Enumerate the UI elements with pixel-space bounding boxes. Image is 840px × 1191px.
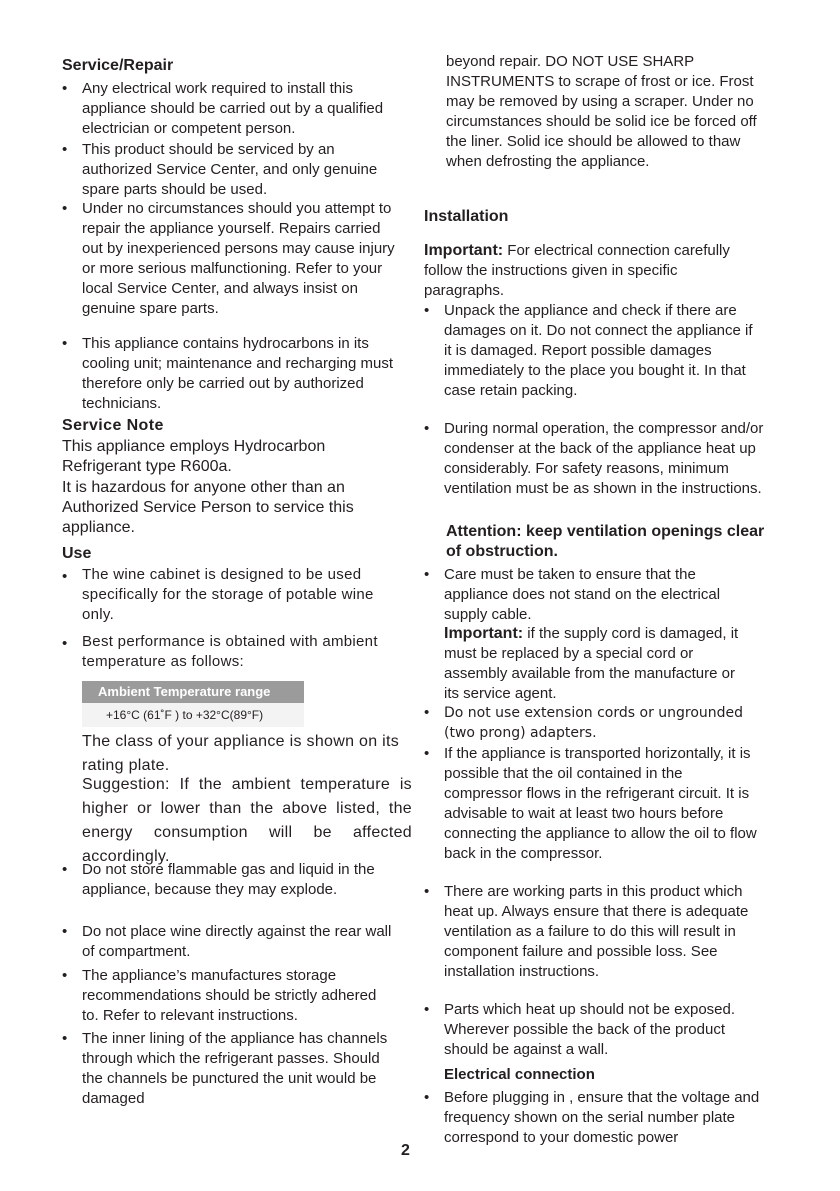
important-note: Important: For electrical connection carefully follow the instructions given in specific paragraphs. xyxy=(424,242,730,299)
ambient-temperature-table xyxy=(82,681,304,727)
page-number: 2 xyxy=(401,1142,410,1159)
installation-heading: Installation xyxy=(424,208,509,225)
list-item: • Unpack the appliance and check if there are damages on it. Do not connect the appliance if it is damaged. Report possible damages immediately to the place you bought it. In that case retain packing. xyxy=(424,302,753,399)
list-item: • If the appliance is transported horizontally, it is possible that the oil contained in the compressor flows in the refrigerant circuit. It is advisable to wait at least two hours before connecting the appliance to allow the oil to flow back in the compressor. xyxy=(424,745,757,862)
list-item: • The inner lining of the appliance has channels through which the refrigerant passes. Should the channels be punctured the unit would be damaged xyxy=(62,1030,388,1107)
use-heading: Use xyxy=(62,545,92,562)
list-item: • Care must be taken to ensure that the appliance does not stand on the electrical supply cable. xyxy=(424,566,721,623)
list-item: • This appliance contains hydrocarbons in its cooling unit; maintenance and recharging must therefore only be carried out by authorized technicians. xyxy=(62,335,394,412)
table-cell: +16°C (61˚F ) to +32°C(89°F) xyxy=(82,703,304,727)
list-item: • There are working parts in this product which heat up. Always ensure that there is adequate ventilation as a failure to do this will result in component failure and possible loss. See installation instructions. xyxy=(424,883,749,980)
list-item: • Any electrical work required to install this appliance should be carried out by a qualified electrician or competent person. xyxy=(62,80,384,137)
list-item: • Best performance is obtained with ambient temperature as follows: xyxy=(62,633,378,670)
list-item: • The wine cabinet is designed to be used specifically for the storage of potable wine only. xyxy=(62,566,374,623)
list-item: • The appliance’s manufactures storage recommendations should be strictly adhered to. Refer to relevant instructions. xyxy=(62,967,377,1024)
table-header: Ambient Temperature range xyxy=(82,681,304,703)
list-item: • Do not store flammable gas and liquid in the appliance, because they may explode. xyxy=(62,861,375,898)
important-label: Important: xyxy=(424,242,504,259)
important-cord-note: Important: if the supply cord is damaged, it must be replaced by a special cord or assembly available from the manufacture or its service agent. xyxy=(444,625,739,702)
list-item: • Under no circumstances should you attempt to repair the appliance yourself. Repairs carried out by inexperienced persons may cause injury or more serious malfunctioning. Refer to your local Service Center, and always insist on genuine spare parts. xyxy=(62,200,395,317)
class-text: The class of your appliance is shown on its rating plate. xyxy=(82,733,400,774)
list-item: • Parts which heat up should not be exposed. Wherever possible the back of the product should be against a wall. xyxy=(424,1001,736,1058)
service-note-text-1: This appliance employs Hydrocarbon Refrigerant type R600a. xyxy=(62,438,326,475)
continuation-text: beyond repair. DO NOT USE SHARP INSTRUMENTS to scrape of frost or ice. Frost may be removed by using a scraper. Under no circumstances should be solid ice be forced off the liner. Solid ice should be allowed to thaw when defrosting the appliance. xyxy=(446,53,757,170)
list-item: • Before plugging in , ensure that the voltage and frequency shown on the serial number plate correspond to your domestic power xyxy=(424,1089,760,1146)
important-label: Important: xyxy=(444,625,524,642)
list-item: • During normal operation, the compressor and/or condenser at the back of the appliance heat up considerably. For safety reasons, minimum ventilation must be as shown in the instructions. xyxy=(424,420,764,497)
service-note-text-2: It is hazardous for anyone other than an Authorized Service Person to service this appliance. xyxy=(62,479,354,536)
list-item: • Do not place wine directly against the rear wall of compartment. xyxy=(62,923,392,960)
service-repair-heading: Service/Repair xyxy=(62,57,174,74)
list-item: • This product should be serviced by an authorized Service Center, and only genuine spare parts should be used. xyxy=(62,141,378,198)
service-note-heading: Service Note xyxy=(62,417,164,434)
electrical-connection-heading: Electrical connection xyxy=(444,1066,595,1083)
suggestion-text: Suggestion: If the ambient temperature is higher or lower than the above listed, the energy consumption will be affected accordingly. xyxy=(82,776,412,865)
attention-note: Attention: keep ventilation openings clear of obstruction. xyxy=(446,523,765,560)
list-item: • Do not use extension cords or ungrounded (two prong) adapters. xyxy=(424,704,744,741)
